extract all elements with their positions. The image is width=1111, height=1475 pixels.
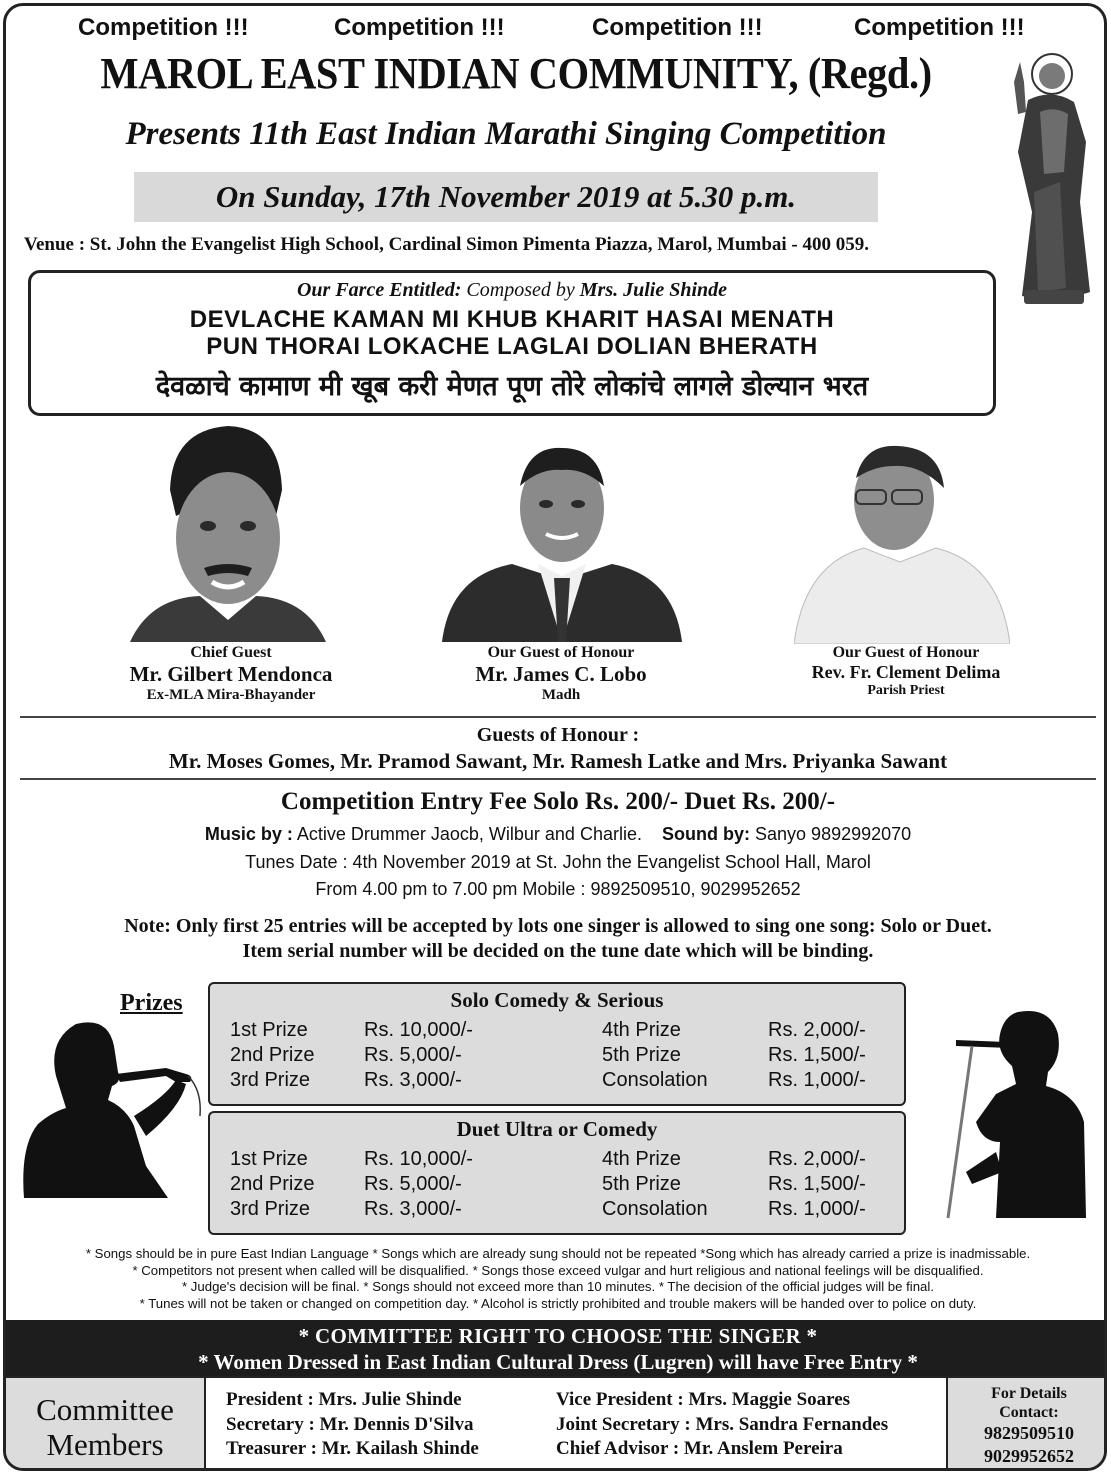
prize-rank: 3rd Prize — [230, 1069, 311, 1091]
prize-rank: 3rd Prize — [230, 1198, 311, 1220]
prize-row — [210, 1044, 904, 1069]
committee-label-line2: Members — [46, 1427, 164, 1462]
announcement-band — [6, 1320, 1107, 1376]
prize-rank: 5th Prize — [602, 1173, 681, 1195]
music-sound-line — [6, 824, 1107, 845]
solo-prize-box — [208, 982, 906, 1106]
prize-amount: Rs. 10,000/- — [364, 1019, 473, 1041]
prize-rank: Consolation — [602, 1198, 708, 1220]
prize-amount: Rs. 1,500/- — [768, 1044, 866, 1066]
duet-prize-title: Duet Ultra or Comedy — [456, 1117, 658, 1141]
prize-rank: 1st Prize — [230, 1019, 308, 1041]
venue-line: Venue : St. John the Evangelist High School, Cardinal Simon Pimenta Piazza, Marol, Mumbai - 400 059. — [24, 234, 870, 255]
guest-name: Rev. Fr. Clement Delima — [811, 662, 1001, 682]
prize-amount: Rs. 3,000/- — [364, 1198, 462, 1220]
footer — [6, 1376, 1107, 1471]
saint-statue-image — [994, 52, 1098, 308]
guest-of-honour-caption-2 — [746, 644, 1066, 699]
free-entry-notice: * Women Dressed in East Indian Cultural Dress (Lugren) will have Free Entry * — [198, 1350, 918, 1374]
chief-guest-caption — [66, 644, 396, 704]
guest-of-honour-photo-2 — [794, 444, 1010, 644]
guests-of-honour-names: Mr. Moses Gomes, Mr. Pramod Sawant, Mr. Ramesh Latke and Mrs. Priyanka Sawant — [168, 749, 948, 773]
guest-role: Our Guest of Honour — [487, 644, 635, 661]
officer: Vice President : Mrs. Maggie Soares — [556, 1389, 851, 1410]
guest-of-honour-caption-1 — [396, 644, 726, 704]
officers-right — [556, 1388, 888, 1462]
prize-amount: Rs. 10,000/- — [364, 1148, 473, 1170]
farce-title-line1: DEVLACHE KAMAN MI KHUB KHARIT HASAI MENATH — [189, 306, 835, 333]
contact-label-2: Contact: — [999, 1404, 1059, 1421]
guest-role: Our Guest of Honour — [832, 644, 980, 661]
rule-line: * Judge's decision will be final. * Songs should not exceed more than 10 minutes. * The decision of the official judges will be final. — [182, 1279, 934, 1294]
presents-heading: Presents 11th East Indian Marathi Singing Competition — [125, 116, 887, 152]
guest-role: Chief Guest — [190, 644, 272, 661]
officer: Joint Secretary : Mrs. Sandra Fernandes — [556, 1413, 889, 1435]
farce-label-line — [31, 279, 993, 302]
divider — [20, 716, 1096, 718]
singer-silhouette-left — [16, 1016, 206, 1202]
guest-title: Ex-MLA Mira-Bhayander — [146, 687, 316, 703]
contact-label-1: For Details — [991, 1385, 1067, 1402]
prize-amount: Rs. 2,000/- — [768, 1019, 866, 1041]
prize-rank: 1st Prize — [230, 1148, 308, 1170]
entry-fee: Competition Entry Fee Solo Rs. 200/- Duet Rs. 200/- — [280, 788, 836, 815]
event-date: On Sunday, 17th November 2019 at 5.30 p.m. — [134, 172, 878, 222]
prize-amount: Rs. 5,000/- — [364, 1044, 462, 1066]
farce-title-box — [28, 270, 996, 416]
committee-members-label — [6, 1378, 206, 1471]
duet-prize-grid — [210, 1148, 904, 1223]
contact-box — [946, 1378, 1107, 1471]
tunes-date: Tunes Date : 4th November 2019 at St. John the Evangelist School Hall, Marol — [245, 852, 871, 872]
officer: Secretary : Mr. Dennis D'Silva — [226, 1413, 474, 1435]
rule-line: * Songs should be in pure East Indian Language * Songs which are already sung should not be repeated *Song which has already carried a prize is inadmissable. — [85, 1246, 1031, 1261]
rule-line: * Tunes will not be taken or changed on competition day. * Alcohol is strictly prohibited and trouble makers will be handed over to police on duty. — [139, 1295, 977, 1311]
guest-title: Parish Priest — [867, 683, 945, 698]
farce-label: Our Farce Entitled: — [296, 279, 462, 301]
competition-tag: Competition !!! — [854, 14, 1025, 41]
farce-title-line2: PUN THORAI LOKACHE LAGLAI DOLIAN BHERATH — [206, 333, 818, 360]
singer-silhouette-right — [926, 1002, 1106, 1222]
prize-row — [210, 1148, 904, 1173]
committee-right-notice: * COMMITTEE RIGHT TO CHOOSE THE SINGER * — [298, 1324, 818, 1348]
prize-row — [210, 1173, 904, 1198]
music-value: Active Drummer Jaocb, Wilbur and Charlie. — [296, 824, 642, 844]
guest-of-honour-photo-1 — [442, 446, 682, 642]
prize-rank: 4th Prize — [602, 1148, 681, 1170]
prize-amount: Rs. 1,000/- — [768, 1198, 866, 1220]
prize-rank: 4th Prize — [602, 1019, 681, 1041]
prize-amount: Rs. 5,000/- — [364, 1173, 462, 1195]
note-line1: Note: Only first 25 entries will be accepted by lots one singer is allowed to sing one song: Solo or Duet. — [124, 915, 992, 937]
prize-rank: Consolation — [602, 1069, 708, 1091]
guest-name: Mr. James C. Lobo — [475, 662, 647, 686]
officers-left — [226, 1388, 479, 1462]
note-line2: Item serial number will be decided on the tune date which will be binding. — [242, 940, 874, 962]
farce-composed-by: Composed by — [466, 279, 575, 301]
prizes-label: Prizes — [120, 990, 183, 1016]
prize-rank: 2nd Prize — [230, 1173, 315, 1195]
note — [6, 914, 1107, 964]
duet-prize-box — [208, 1111, 906, 1235]
rules-block — [6, 1246, 1107, 1312]
guests-of-honour-title: Guests of Honour : — [476, 724, 640, 746]
competition-tag: Competition !!! — [78, 14, 249, 41]
solo-prize-grid — [210, 1019, 904, 1094]
prize-amount: Rs. 1,000/- — [768, 1069, 866, 1091]
music-label: Music by : — [204, 824, 293, 844]
contact-phone: 9829509510 — [984, 1423, 1074, 1443]
sound-value: Sanyo 9892992070 — [755, 824, 912, 844]
prize-rank: 5th Prize — [602, 1044, 681, 1066]
rule-line: * Competitors not present when called will be disqualified. * Songs those exceed vulgar and hurt religious and national feelings will be disqualified. — [132, 1262, 984, 1278]
prize-amount: Rs. 2,000/- — [768, 1148, 866, 1170]
guest-title: Madh — [541, 687, 581, 703]
prize-row — [210, 1019, 904, 1044]
guest-name: Mr. Gilbert Mendonca — [129, 662, 333, 686]
sound-label: Sound by: — [662, 824, 750, 844]
tunes-time-mobile: From 4.00 pm to 7.00 pm Mobile : 9892509510, 9029952652 — [315, 879, 801, 899]
divider — [20, 778, 1096, 780]
solo-prize-title: Solo Comedy & Serious — [450, 988, 664, 1012]
competition-row — [6, 14, 1107, 44]
competition-tag: Competition !!! — [592, 14, 763, 41]
officer: Treasurer : Mr. Kailash Shinde — [226, 1438, 479, 1459]
committee-label-line1: Committee — [36, 1392, 174, 1427]
officer: President : Mrs. Julie Shinde — [226, 1389, 462, 1410]
competition-tag: Competition !!! — [334, 14, 505, 41]
organization-title: MAROL EAST INDIAN COMMUNITY, (Regd.) — [100, 49, 932, 98]
poster-frame — [3, 3, 1107, 1471]
prize-amount: Rs. 3,000/- — [364, 1069, 462, 1091]
chief-guest-photo — [130, 420, 326, 642]
prize-rank: 2nd Prize — [230, 1044, 315, 1066]
officer: Chief Advisor : Mr. Anslem Pereira — [556, 1438, 843, 1459]
farce-composer: Mrs. Julie Shinde — [579, 279, 728, 301]
prize-amount: Rs. 1,500/- — [768, 1173, 866, 1195]
prize-row — [210, 1069, 904, 1094]
prize-row — [210, 1198, 904, 1223]
contact-phone: 9029952652 — [984, 1446, 1074, 1466]
farce-title-marathi: देवळाचे कामाण मी खूब करी मेणत पूण तोरे लोकांचे लागले डोल्यान भरत — [155, 371, 869, 402]
